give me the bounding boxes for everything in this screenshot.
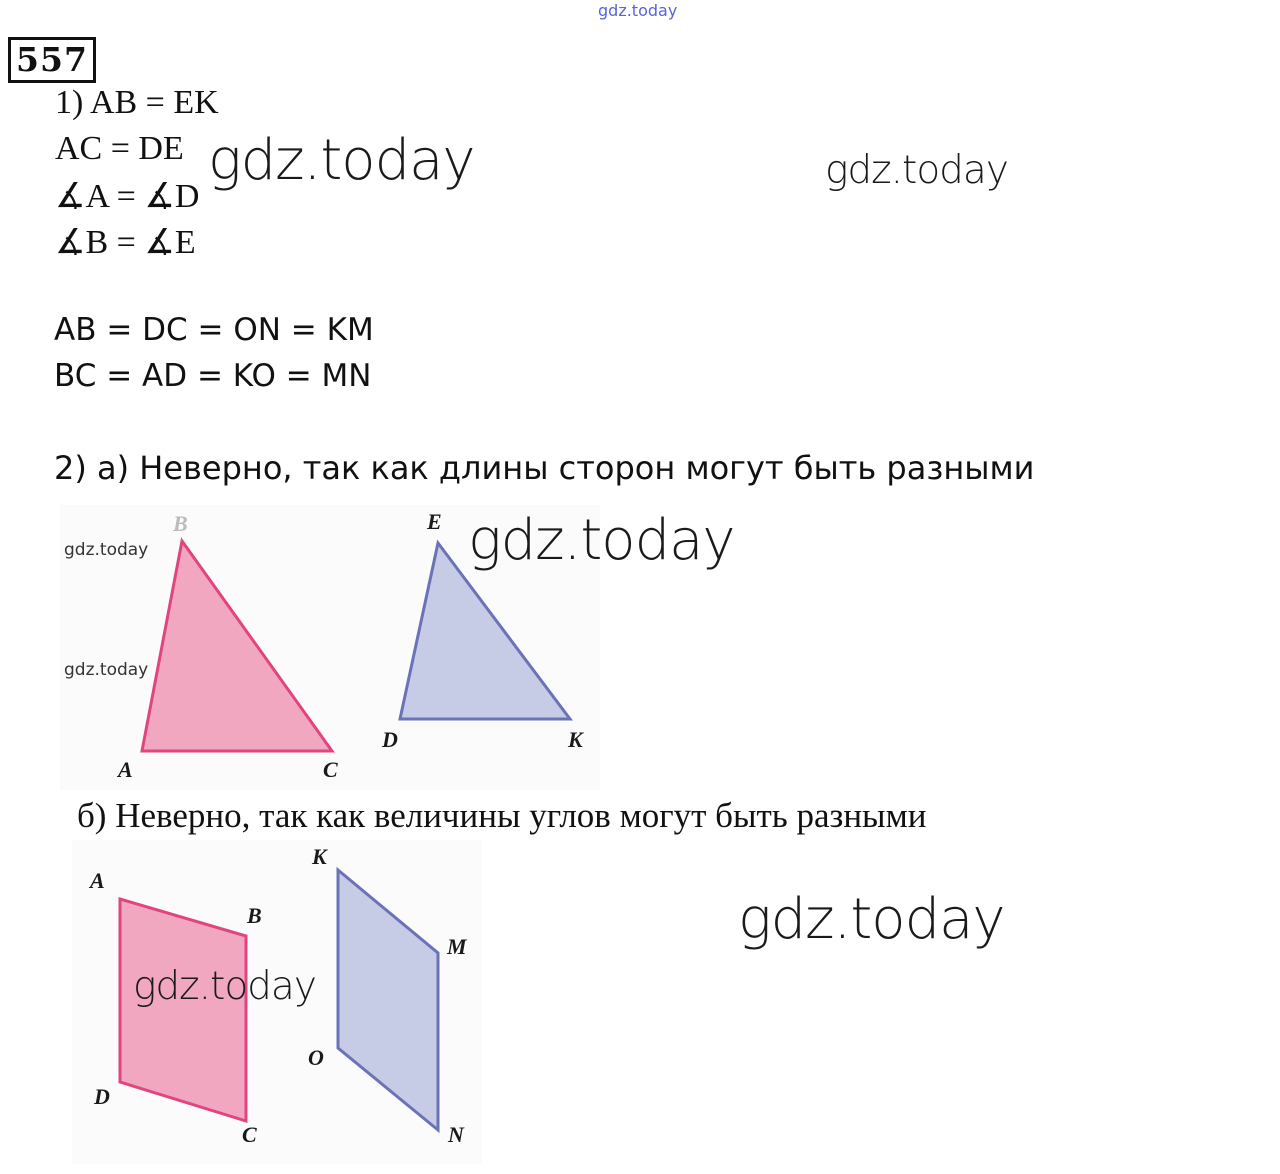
watermark: gdz.today: [64, 660, 149, 680]
vertex-label-e: E: [427, 509, 442, 534]
watermark: gdz.today: [208, 128, 475, 193]
vertex-label-c: C: [242, 1122, 257, 1147]
watermark: gdz.today: [64, 540, 149, 560]
vertex-label-d: D: [94, 1084, 110, 1109]
equation-line: ∡B = ∡E: [55, 224, 196, 261]
vertex-label-b: B: [173, 511, 188, 536]
vertex-label-d: D: [382, 727, 398, 752]
answer-b-text: б) Неверно, так как величины углов могут быть разными: [77, 796, 927, 835]
watermark: gdz.today: [825, 148, 1008, 193]
vertex-label-k: K: [312, 844, 327, 869]
watermark: gdz.today: [738, 887, 1005, 952]
vertex-label-c: C: [323, 757, 338, 782]
vertex-label-k: K: [568, 727, 583, 752]
watermark-top: gdz.today: [598, 1, 678, 20]
vertex-label-o: O: [308, 1045, 324, 1070]
vertex-label-b: B: [247, 903, 262, 928]
vertex-label-n: N: [448, 1122, 464, 1147]
equality-line: BC = AD = KO = MN: [54, 358, 372, 394]
vertex-label-m: M: [447, 934, 467, 959]
watermark: gdz.today: [468, 508, 735, 573]
equation-line: ∡A = ∡D: [55, 178, 200, 215]
equation-line: 1) AB = EK: [55, 84, 219, 121]
equality-line: AB = DC = ON = KM: [54, 312, 374, 348]
vertex-label-a: A: [118, 757, 133, 782]
vertex-label-a: A: [90, 868, 105, 893]
task-number: 557: [8, 37, 96, 83]
answer-a-text: 2) а) Неверно, так как длины сторон могут быть разными: [54, 449, 1035, 487]
equation-line: AC = DE: [55, 130, 184, 167]
parallelogram-abcd: [120, 899, 246, 1121]
watermark: gdz.today: [133, 964, 316, 1009]
